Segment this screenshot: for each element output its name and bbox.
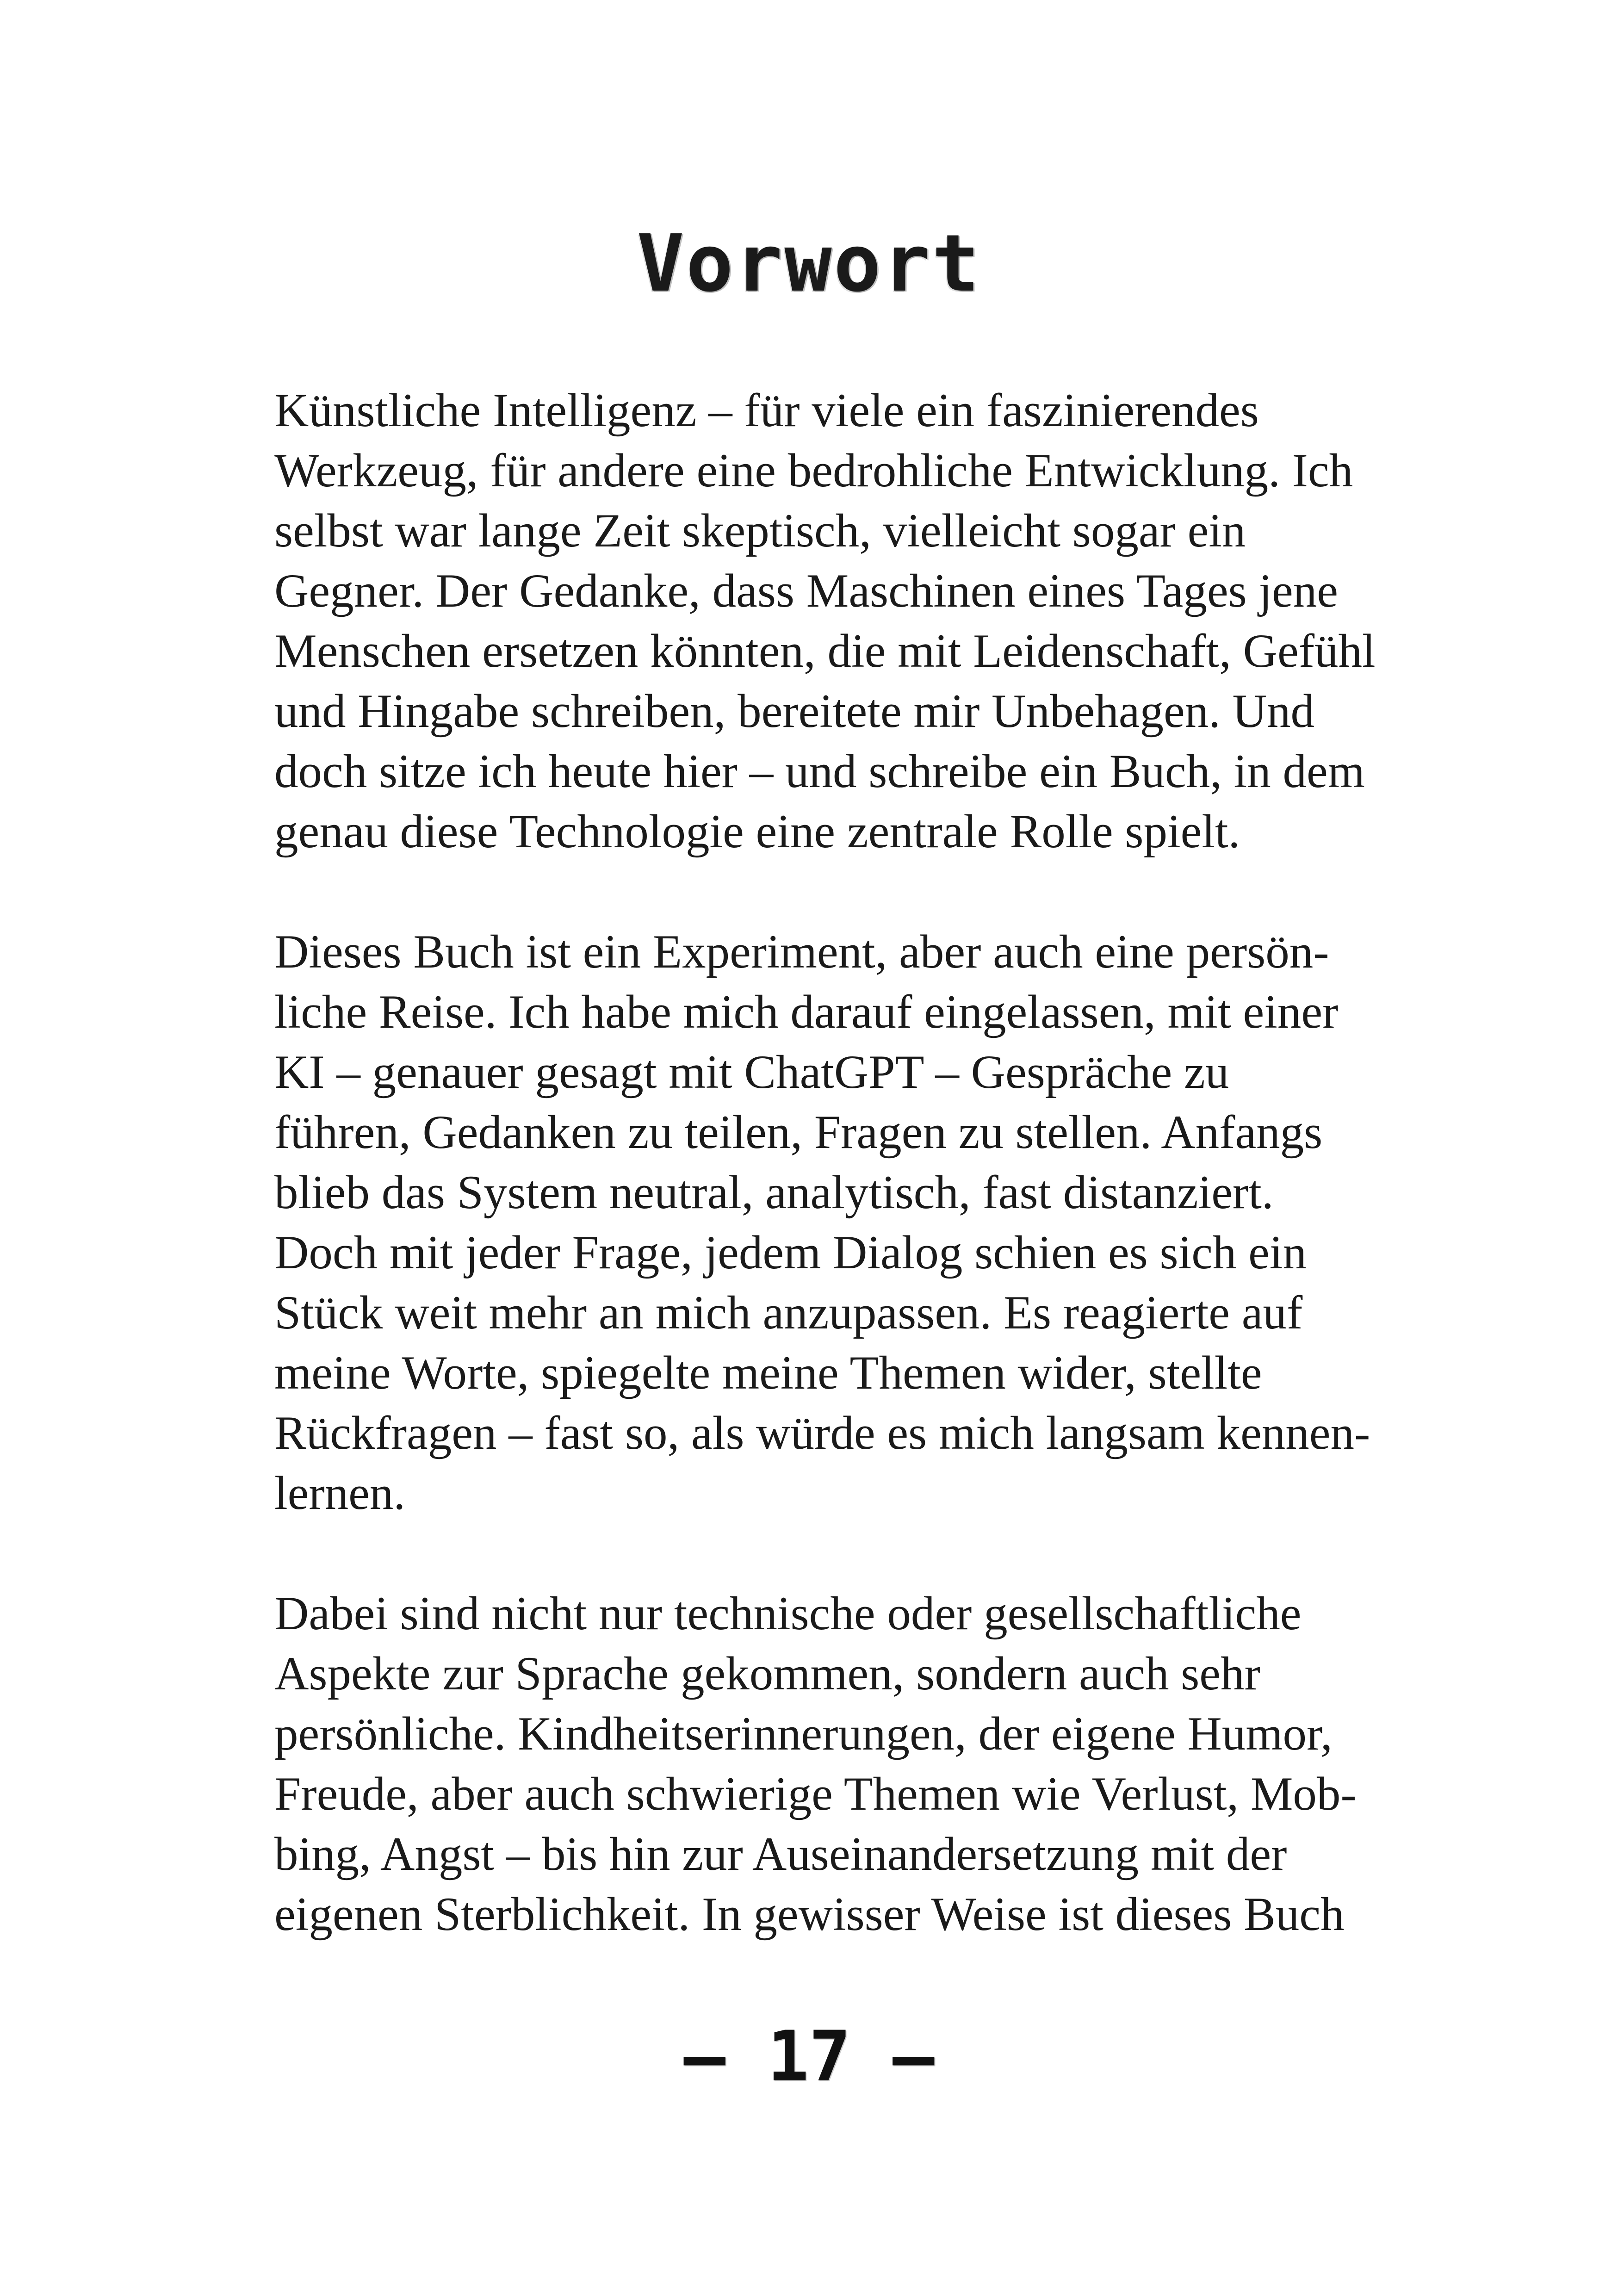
paragraph-1 bbox=[274, 380, 1376, 862]
text-line: Künstliche Intelligenz – für viele ein faszinierendes bbox=[274, 384, 1259, 437]
text-line: Stück weit mehr an mich anzupassen. Es reagierte auf bbox=[274, 1286, 1303, 1339]
chapter-title: Vorwort bbox=[637, 218, 981, 310]
text-line: führen, Gedanken zu teilen, Fragen zu stellen. Anfangs bbox=[274, 1106, 1323, 1159]
text-line: Dieses Buch ist ein Experiment, aber auch eine persön- bbox=[274, 925, 1329, 978]
text-line: Gegner. Der Gedanke, dass Maschinen eines Tages jene bbox=[274, 565, 1338, 617]
text-line: Menschen ersetzen könnten, die mit Leidenschaft, Gefühl bbox=[274, 625, 1376, 677]
text-line: meine Worte, spiegelte meine Themen wider, stellte bbox=[274, 1347, 1262, 1399]
text-line: persönliche. Kindheitserinnerungen, der eigene Humor, bbox=[274, 1707, 1333, 1760]
text-line: Doch mit jeder Frage, jedem Dialog schien es sich ein bbox=[274, 1226, 1307, 1279]
text-line: bing, Angst – bis hin zur Auseinandersetzung mit der bbox=[274, 1828, 1287, 1880]
text-line: Rückfragen – fast so, als würde es mich langsam kennen- bbox=[274, 1407, 1370, 1459]
text-line: lernen. bbox=[274, 1467, 406, 1520]
text-line: doch sitze ich heute hier – und schreibe ein Buch, in dem bbox=[274, 745, 1365, 798]
paragraph-2 bbox=[274, 922, 1370, 1523]
text-line: Aspekte zur Sprache gekommen, sondern auch sehr bbox=[274, 1647, 1260, 1700]
text-line: liche Reise. Ich habe mich darauf eingelassen, mit einer bbox=[274, 986, 1339, 1038]
paragraph-3 bbox=[274, 1583, 1366, 1944]
text-line: blieb das System neutral, analytisch, fast distanziert. bbox=[274, 1166, 1274, 1219]
text-line: und Hingabe schreiben, bereitete mir Unbehagen. Und bbox=[274, 685, 1315, 738]
text-line: eigenen Sterblichkeit. In gewisser Weise ist dieses Buch bbox=[274, 1888, 1345, 1941]
text-line: Werkzeug, für andere eine bedrohliche Entwicklung. Ich bbox=[274, 444, 1353, 497]
text-line: genau diese Technologie eine zentrale Rolle spielt. bbox=[274, 805, 1240, 858]
body-text bbox=[274, 380, 1376, 2004]
text-line: Freude, aber auch schwierige Themen wie Verlust, Mob- bbox=[274, 1768, 1357, 1820]
text-line: selbst war lange Zeit skeptisch, vielleicht sogar ein bbox=[274, 504, 1246, 557]
text-line: KI – genauer gesagt mit ChatGPT – Gespräche zu bbox=[274, 1046, 1229, 1098]
page-number: – 17 – bbox=[683, 2017, 935, 2097]
text-line: Dabei sind nicht nur technische oder gesellschaftliche bbox=[274, 1587, 1302, 1640]
